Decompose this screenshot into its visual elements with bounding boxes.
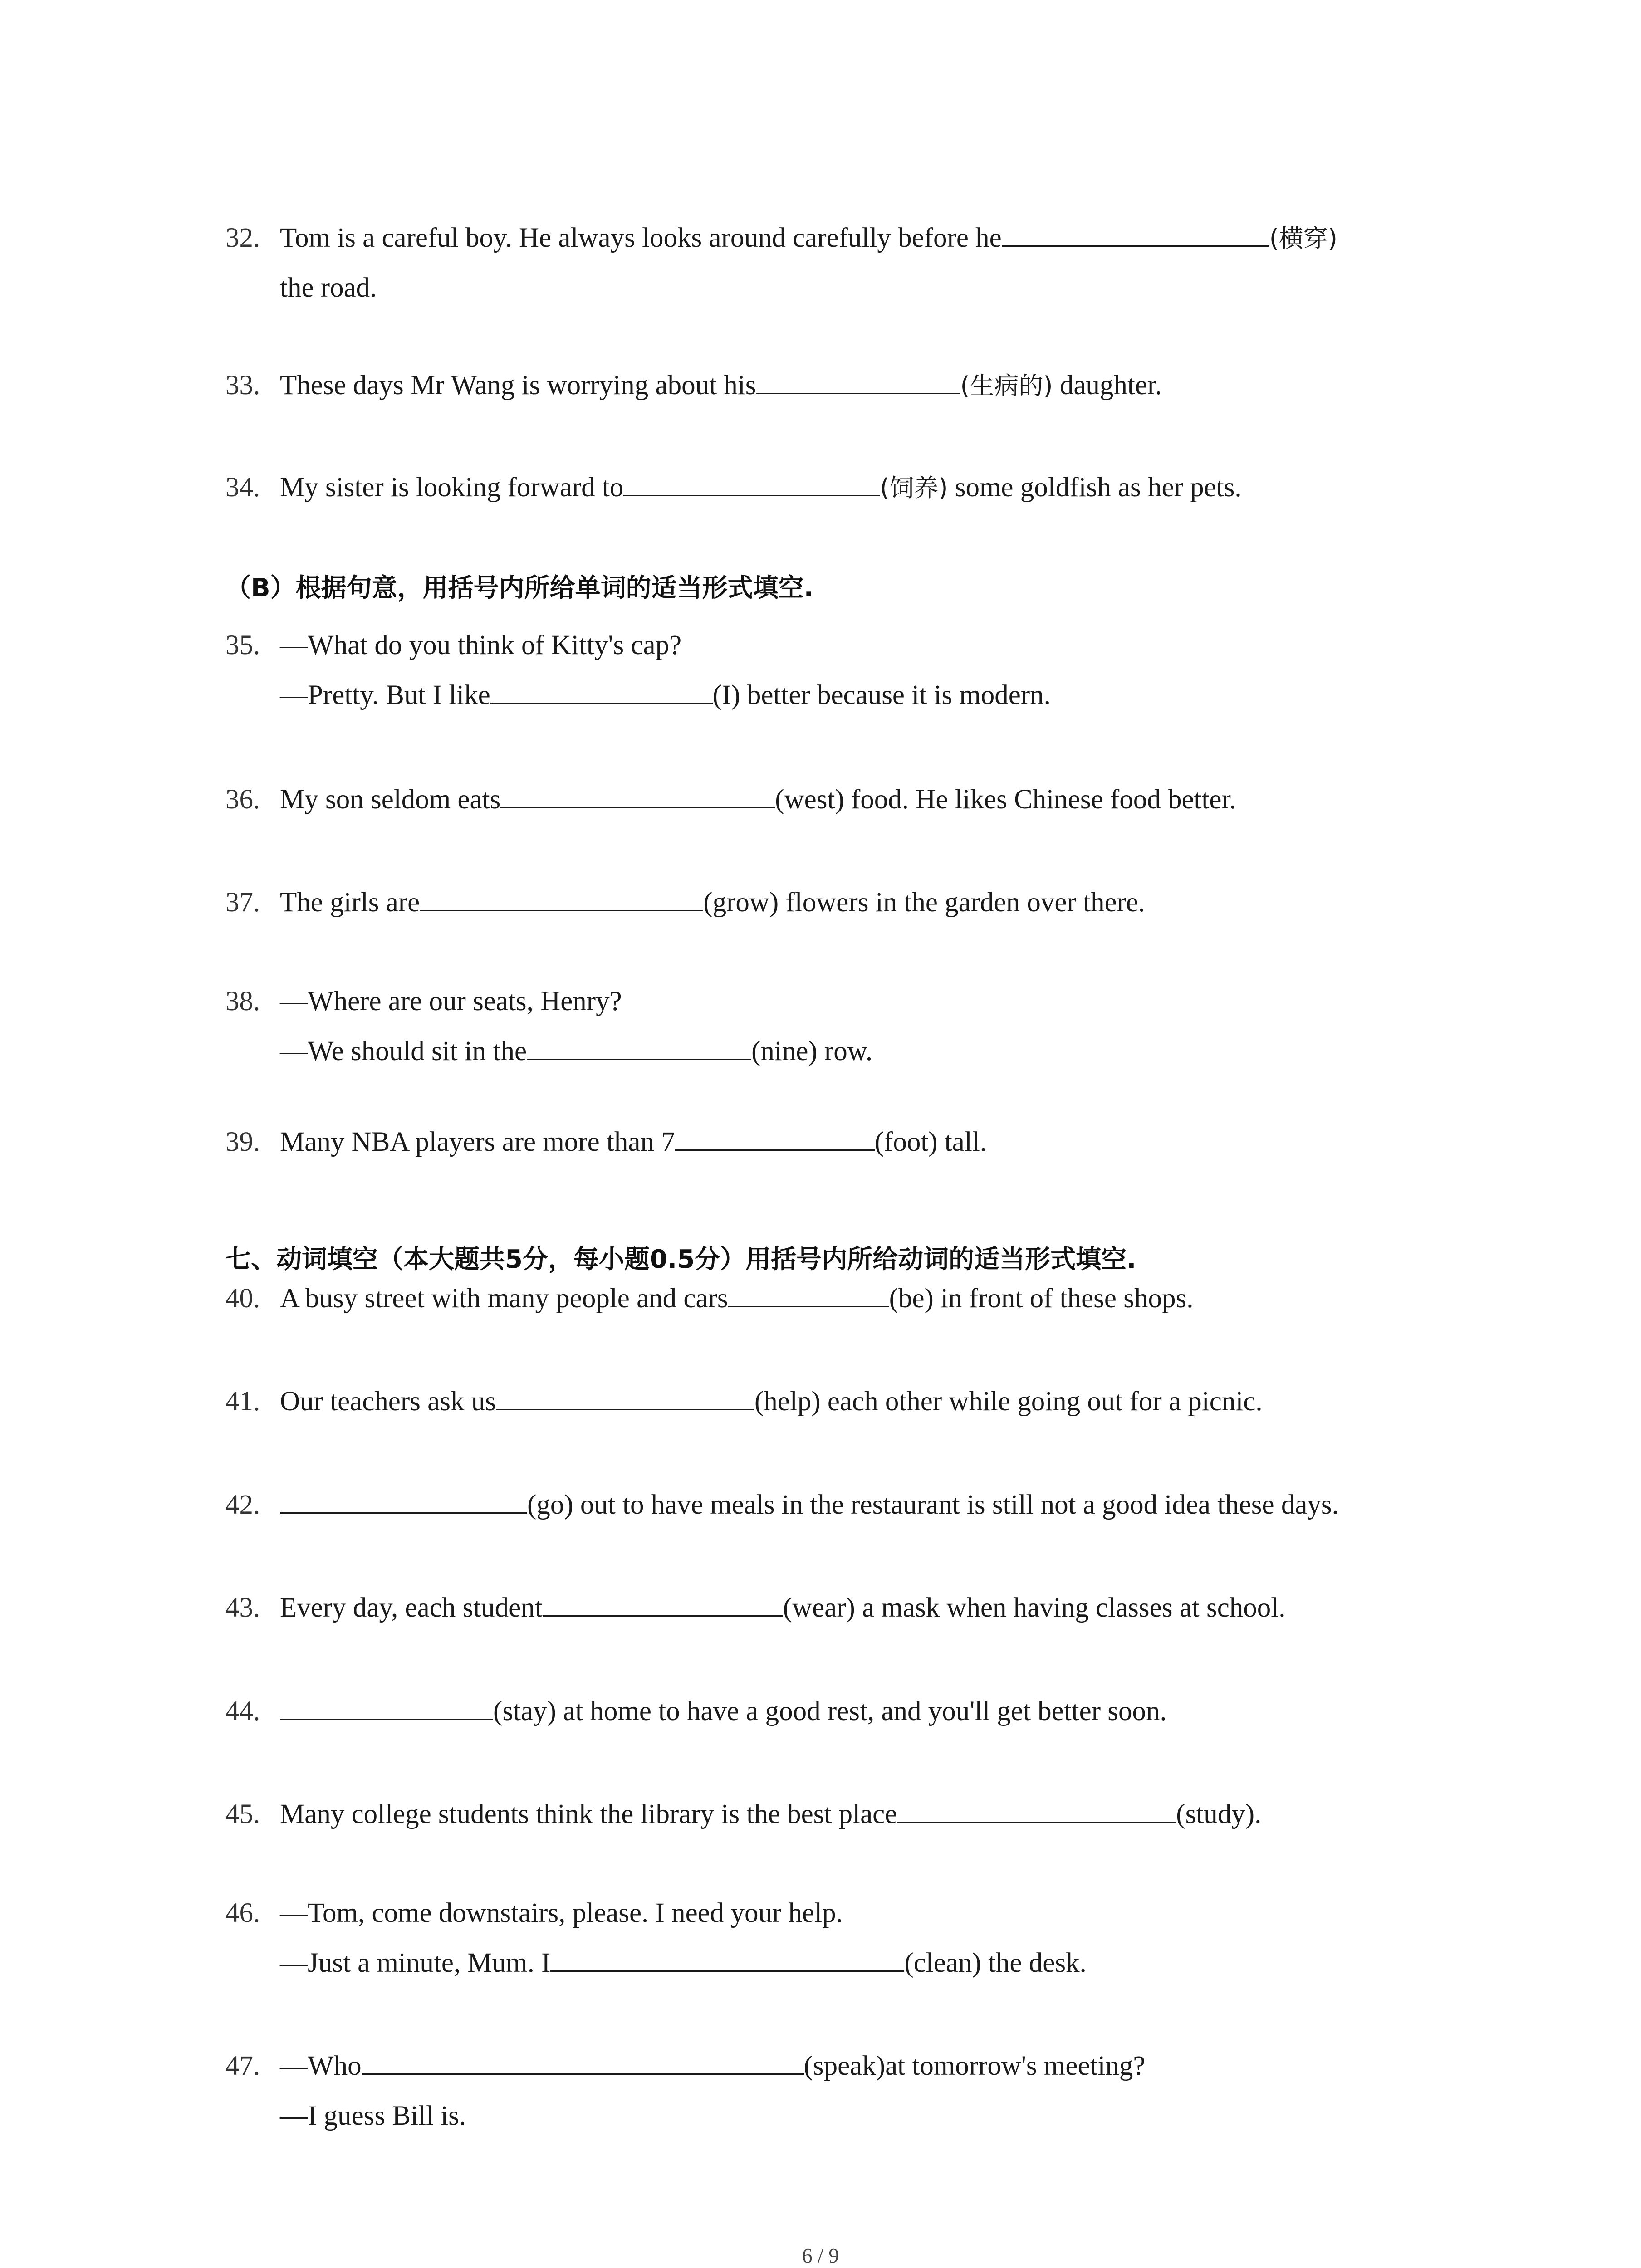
question-line — [225, 1117, 987, 1167]
question-number: 41. — [225, 1386, 260, 1417]
question-number: 46. — [225, 1898, 260, 1928]
question-number: 47. — [225, 2051, 260, 2081]
question-number: 42. — [225, 1490, 260, 1520]
chinese-hint: (生病的) — [960, 371, 1053, 400]
question-number: 36. — [225, 784, 260, 815]
answer-blank[interactable] — [420, 882, 703, 911]
question-line — [225, 1274, 1193, 1324]
question-text: My son seldom eats — [280, 784, 501, 815]
question-line — [225, 1480, 1339, 1530]
question-number: 32. — [225, 223, 260, 253]
question-text: (help) each other while going out for a picnic. — [754, 1386, 1263, 1417]
section-seven-heading: 七、动词填空（本大题共5分，每小题0.5分）用括号内所给动词的适当形式填空. — [225, 1245, 1136, 1274]
question-line — [225, 1789, 1261, 1839]
question-text: the road. — [280, 273, 377, 303]
question-text: —We should sit in the — [280, 1036, 527, 1066]
question-text: —Just a minute, Mum. I — [280, 1948, 551, 1978]
question-line — [225, 1583, 1286, 1633]
question-text: These days Mr Wang is worrying about his — [280, 370, 756, 401]
question-number: 33. — [225, 370, 260, 401]
answer-blank[interactable] — [756, 365, 960, 394]
question-line — [280, 263, 377, 313]
question-text: (west) food. He likes Chinese food better. — [775, 784, 1236, 815]
question-number: 34. — [225, 472, 260, 503]
question-text: some goldfish as her pets. — [948, 472, 1242, 503]
question-line — [225, 463, 1242, 513]
question-line — [225, 213, 1337, 264]
answer-blank[interactable] — [550, 1942, 904, 1972]
question-text: Every day, each student — [280, 1593, 543, 1623]
question-number: 38. — [225, 986, 260, 1017]
question-text: (wear) a mask when having classes at school. — [783, 1593, 1286, 1623]
question-text: (I) better because it is modern. — [712, 680, 1051, 710]
answer-blank[interactable] — [675, 1121, 875, 1151]
answer-blank[interactable] — [1002, 217, 1269, 247]
question-text: Many college students think the library is the best place — [280, 1799, 897, 1829]
question-text: Many NBA players are more than 7 — [280, 1127, 675, 1157]
chinese-hint: (饲养) — [880, 474, 948, 502]
question-number: 37. — [225, 887, 260, 918]
question-text: (nine) row. — [751, 1036, 873, 1066]
question-text: —Who — [280, 2051, 362, 2081]
question-text: A busy street with many people and cars — [280, 1283, 728, 1314]
question-line — [225, 878, 1145, 928]
question-line — [225, 361, 1162, 411]
question-line — [225, 1888, 843, 1938]
answer-blank[interactable] — [623, 467, 880, 496]
question-text: (clean) the desk. — [904, 1948, 1087, 1978]
page-number: 6 / 9 — [802, 2244, 839, 2267]
question-text: (be) in front of these shops. — [889, 1283, 1194, 1314]
answer-blank[interactable] — [543, 1587, 783, 1617]
answer-blank[interactable] — [500, 779, 775, 808]
question-line — [225, 1686, 1167, 1736]
question-line — [225, 621, 681, 670]
question-line — [225, 1377, 1263, 1427]
question-text: —Pretty. But I like — [280, 680, 490, 710]
question-line — [225, 775, 1236, 825]
answer-blank[interactable] — [496, 1381, 754, 1410]
question-number: 45. — [225, 1799, 260, 1829]
question-line — [280, 1026, 872, 1076]
question-text: Tom is a careful boy. He always looks around carefully before he — [280, 223, 1002, 253]
question-line — [225, 977, 622, 1026]
question-text: (speak)at tomorrow's meeting? — [803, 2051, 1146, 2081]
question-text: (stay) at home to have a good rest, and you'll get better soon. — [493, 1696, 1167, 1726]
answer-blank[interactable] — [280, 1691, 493, 1720]
question-line — [280, 2091, 466, 2141]
question-number: 39. — [225, 1127, 260, 1157]
question-number: 44. — [225, 1696, 260, 1726]
answer-blank[interactable] — [280, 1484, 527, 1514]
question-number: 40. — [225, 1283, 260, 1314]
question-number: 35. — [225, 630, 260, 660]
question-text: —Where are our seats, Henry? — [280, 986, 622, 1017]
question-text: (study). — [1176, 1799, 1262, 1829]
question-text: (foot) tall. — [874, 1127, 987, 1157]
question-text: daughter. — [1053, 370, 1162, 401]
question-line — [280, 670, 1051, 720]
question-text: The girls are — [280, 887, 420, 918]
question-number: 43. — [225, 1593, 260, 1623]
answer-blank[interactable] — [897, 1794, 1176, 1823]
question-text: (go) out to have meals in the restaurant is still not a good idea these days. — [527, 1490, 1339, 1520]
question-text: (grow) flowers in the garden over there. — [703, 887, 1146, 918]
answer-blank[interactable] — [728, 1278, 889, 1307]
answer-blank[interactable] — [362, 2045, 804, 2075]
question-text: —I guess Bill is. — [280, 2101, 466, 2131]
question-text: Our teachers ask us — [280, 1386, 496, 1417]
answer-blank[interactable] — [527, 1031, 751, 1060]
question-text: —Tom, come downstairs, please. I need your help. — [280, 1898, 843, 1928]
section-b-heading: （B）根据句意，用括号内所给单词的适当形式填空. — [225, 573, 813, 603]
question-text: My sister is looking forward to — [280, 472, 624, 503]
answer-blank[interactable] — [490, 675, 713, 704]
question-text: —What do you think of Kitty's cap? — [280, 630, 682, 660]
chinese-hint: (横穿) — [1269, 224, 1337, 253]
question-line — [280, 1938, 1087, 1988]
question-line — [225, 2041, 1146, 2091]
